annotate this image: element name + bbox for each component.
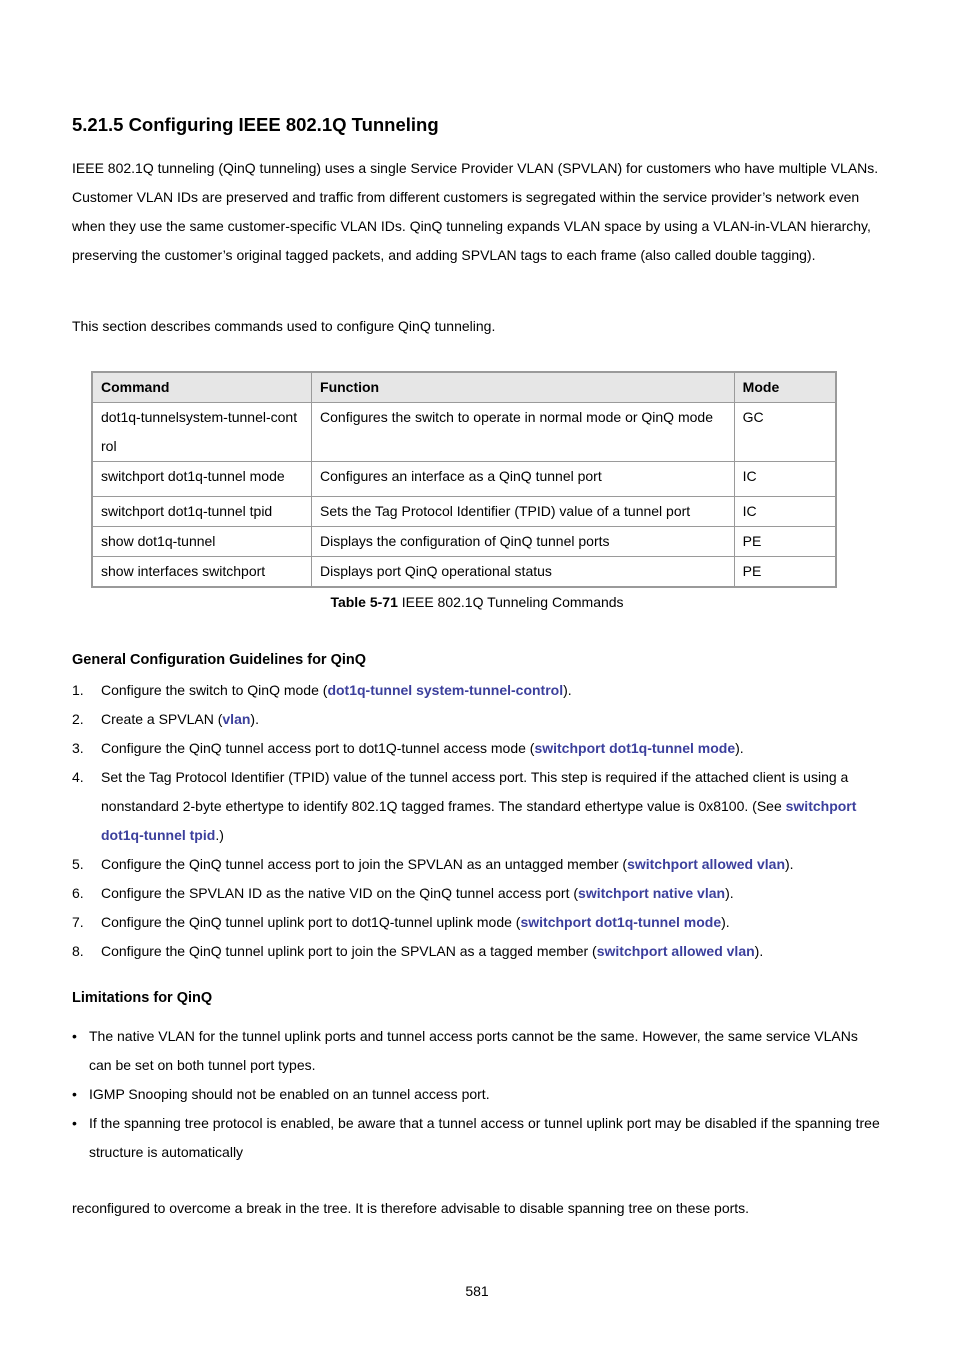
- step-number: 4.: [72, 769, 84, 785]
- cell-function: Sets the Tag Protocol Identifier (TPID) value of a tunnel port: [312, 497, 735, 527]
- command-link[interactable]: switchport dot1q-tunnel mode: [534, 740, 736, 756]
- list-item: [72, 937, 884, 966]
- step-text-end: ).: [785, 856, 794, 872]
- step-text: Configure the QinQ tunnel access port to dot1Q-tunnel access mode (: [101, 740, 535, 756]
- cell-command: switchport dot1q-tunnel tpid: [92, 497, 312, 527]
- step-text-end: ).: [721, 914, 730, 930]
- command-link[interactable]: dot1q-tunnel system-tunnel-control: [327, 682, 564, 698]
- command-link[interactable]: vlan: [222, 711, 251, 727]
- table-row: [92, 497, 836, 527]
- cell-mode: GC: [734, 403, 836, 462]
- list-item: [72, 1109, 884, 1167]
- bullet-icon: •: [72, 1115, 77, 1131]
- command-link[interactable]: switchport allowed vlan: [596, 943, 755, 959]
- cell-function: Configures the switch to operate in normal mode or QinQ mode: [312, 403, 735, 462]
- command-link[interactable]: switchport allowed vlan: [627, 856, 785, 872]
- list-item: [72, 676, 884, 705]
- cell-function: Displays port QinQ operational status: [312, 557, 735, 588]
- command-link[interactable]: switchport dot1q-tunnel tpid: [101, 798, 857, 843]
- limitation-text: The native VLAN for the tunnel uplink ports and tunnel access ports cannot be the same. However, the same service VLANs can be set on both tunnel port types.: [89, 1028, 858, 1073]
- step-number: 3.: [72, 740, 84, 756]
- cell-command: switchport dot1q-tunnel mode: [92, 462, 312, 497]
- table-caption: [0, 594, 954, 610]
- commands-table: [91, 371, 837, 588]
- guidelines-list: [72, 676, 884, 966]
- cell-mode: PE: [734, 527, 836, 557]
- step-text-end: ).: [725, 885, 734, 901]
- limitation-text: IGMP Snooping should not be enabled on an tunnel access port.: [89, 1086, 490, 1102]
- step-number: 7.: [72, 914, 84, 930]
- cell-command: show dot1q-tunnel: [92, 527, 312, 557]
- step-text: Set the Tag Protocol Identifier (TPID) value of the tunnel access port. This step is required if the attached client is using a nonstandard 2-byte ethertype to identify 802.1Q tagged frames. The standard ethertype value is 0x8100. (See: [101, 769, 849, 814]
- bullet-icon: •: [72, 1028, 77, 1044]
- step-text-end: ).: [735, 740, 744, 756]
- list-item: [72, 1022, 884, 1080]
- list-item: [72, 705, 884, 734]
- cell-function: Displays the configuration of QinQ tunnel ports: [312, 527, 735, 557]
- table-row: [92, 527, 836, 557]
- page-number: 581: [465, 1283, 489, 1299]
- table-row: [92, 557, 836, 588]
- table-row: [92, 462, 836, 497]
- list-item: [72, 879, 884, 908]
- list-item: [72, 850, 884, 879]
- limitations-list: [72, 1022, 884, 1167]
- list-item: [72, 1080, 884, 1109]
- step-text: Configure the QinQ tunnel uplink port to dot1Q-tunnel uplink mode (: [101, 914, 521, 930]
- step-text: Configure the QinQ tunnel uplink port to join the SPVLAN as a tagged member (: [101, 943, 597, 959]
- step-text-end: ).: [563, 682, 572, 698]
- list-item: [72, 763, 884, 850]
- table-row: [92, 403, 836, 462]
- table-header-row: [92, 372, 836, 403]
- cell-command: dot1q-tunnelsystem-tunnel-cont rol: [92, 403, 312, 462]
- table-caption-label: Table 5-71: [330, 594, 398, 610]
- step-text: Configure the switch to QinQ mode (: [101, 682, 328, 698]
- cell-mode: IC: [734, 497, 836, 527]
- cell-mode: IC: [734, 462, 836, 497]
- limitation-text: If the spanning tree protocol is enabled, be aware that a tunnel access or tunnel uplink port may be disabled if the spanning tree structure is automatically: [89, 1115, 880, 1160]
- list-item: [72, 734, 884, 763]
- step-number: 8.: [72, 943, 84, 959]
- header-command: Command: [92, 372, 312, 403]
- cell-command: show interfaces switchport: [92, 557, 312, 588]
- step-text-end: ).: [754, 943, 764, 959]
- step-text: Configure the QinQ tunnel access port to join the SPVLAN as an untagged member (: [101, 856, 628, 872]
- cell-function: Configures an interface as a QinQ tunnel port: [312, 462, 735, 497]
- bullet-icon: •: [72, 1086, 77, 1102]
- step-number: 6.: [72, 885, 84, 901]
- command-link[interactable]: switchport dot1q-tunnel mode: [520, 914, 722, 930]
- guidelines-heading: General Configuration Guidelines for QinQ: [72, 652, 367, 668]
- cell-mode: PE: [734, 557, 836, 588]
- step-text: Configure the SPVLAN ID as the native VID on the QinQ tunnel access port (: [101, 885, 579, 901]
- step-number: 1.: [72, 682, 84, 698]
- intro-paragraph: IEEE 802.1Q tunneling (QinQ tunneling) uses a single Service Provider VLAN (SPVLAN) for customers who have multiple VLANs. Customer VLAN IDs are preserved and traffic from different customers is segregated within the service provider’s network even when they use the same customer-specific VLAN IDs. QinQ tunneling expands VLAN space by using a VLAN-in-VLAN hierarchy, preserving the customer’s original tagged packets, and adding SPVLAN tags to each frame (also called double tagging).: [72, 160, 879, 263]
- section-title: 5.21.5 Configuring IEEE 802.1Q Tunneling: [72, 114, 439, 135]
- table-caption-text: IEEE 802.1Q Tunneling Commands: [397, 594, 624, 610]
- step-text-end: ).: [250, 711, 259, 727]
- continuation-paragraph: reconfigured to overcome a break in the tree. It is therefore advisable to disable spanning tree on these ports.: [72, 1200, 750, 1216]
- limitations-heading: Limitations for QinQ: [72, 990, 213, 1006]
- header-mode: Mode: [734, 372, 836, 403]
- step-number: 2.: [72, 711, 84, 727]
- step-number: 5.: [72, 856, 84, 872]
- list-item: [72, 908, 884, 937]
- step-text: Create a SPVLAN (: [101, 711, 223, 727]
- header-function: Function: [312, 372, 735, 403]
- description-paragraph: This section describes commands used to configure QinQ tunneling.: [72, 318, 496, 334]
- step-text-end: .): [215, 827, 224, 843]
- command-link[interactable]: switchport native vlan: [578, 885, 726, 901]
